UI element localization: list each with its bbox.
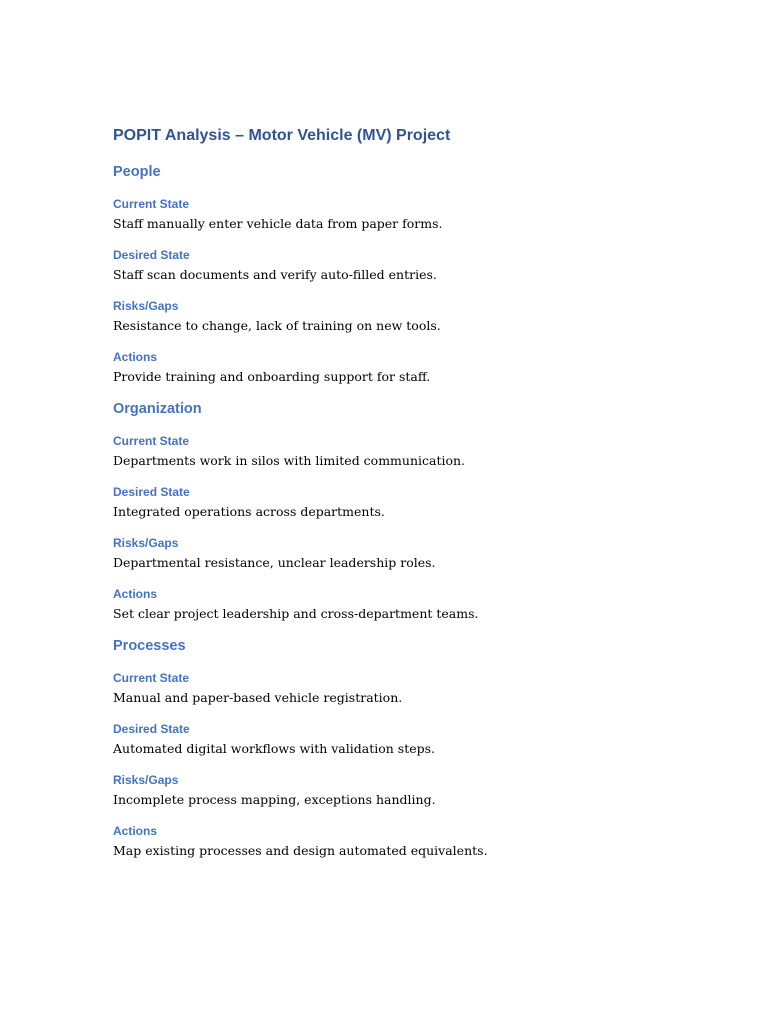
- section-heading-people: People: [113, 164, 161, 180]
- section-heading-organization: Organization: [113, 401, 202, 417]
- paragraph: Resistance to change, lack of training on new tools.: [113, 318, 441, 333]
- organization-risks-gaps: [113, 534, 713, 574]
- subheading-current-state: Current State: [113, 434, 190, 448]
- section-processes: [113, 634, 713, 862]
- subheading-risks-gaps: Risks/Gaps: [113, 536, 179, 550]
- paragraph: Staff manually enter vehicle data from paper forms.: [113, 216, 443, 231]
- processes-desired-state: [113, 720, 713, 760]
- paragraph: Incomplete process mapping, exceptions handling.: [113, 792, 436, 807]
- organization-desired-state: [113, 483, 713, 523]
- paragraph: Departments work in silos with limited communication.: [113, 453, 466, 468]
- section-heading-processes: Processes: [113, 638, 186, 654]
- subheading-desired-state: Desired State: [113, 485, 190, 499]
- subheading-desired-state: Desired State: [113, 722, 190, 736]
- processes-current-state: [113, 669, 713, 709]
- paragraph: Staff scan documents and verify auto-filled entries.: [113, 267, 437, 282]
- section-organization: [113, 397, 713, 625]
- organization-current-state: [113, 432, 713, 472]
- section-people: [113, 160, 713, 388]
- subheading-actions: Actions: [113, 587, 158, 601]
- paragraph: Map existing processes and design automated equivalents.: [113, 843, 488, 858]
- subheading-current-state: Current State: [113, 197, 190, 211]
- people-actions: [113, 348, 713, 388]
- paragraph: Automated digital workflows with validation steps.: [113, 741, 436, 756]
- subheading-current-state: Current State: [113, 671, 190, 685]
- processes-actions: [113, 822, 713, 862]
- people-desired-state: [113, 246, 713, 286]
- people-current-state: [113, 195, 713, 235]
- subheading-desired-state: Desired State: [113, 248, 190, 262]
- paragraph: Provide training and onboarding support for staff.: [113, 369, 431, 384]
- subheading-actions: Actions: [113, 350, 158, 364]
- document-content: [113, 124, 713, 862]
- organization-actions: [113, 585, 713, 625]
- subheading-risks-gaps: Risks/Gaps: [113, 773, 179, 787]
- subheading-risks-gaps: Risks/Gaps: [113, 299, 179, 313]
- paragraph: Integrated operations across departments.: [113, 504, 385, 519]
- document-title: POPIT Analysis – Motor Vehicle (MV) Project: [113, 127, 451, 144]
- paragraph: Departmental resistance, unclear leadership roles.: [113, 555, 436, 570]
- people-risks-gaps: [113, 297, 713, 337]
- paragraph: Manual and paper-based vehicle registration.: [113, 690, 403, 705]
- processes-risks-gaps: [113, 771, 713, 811]
- paragraph: Set clear project leadership and cross-department teams.: [113, 606, 479, 621]
- subheading-actions: Actions: [113, 824, 158, 838]
